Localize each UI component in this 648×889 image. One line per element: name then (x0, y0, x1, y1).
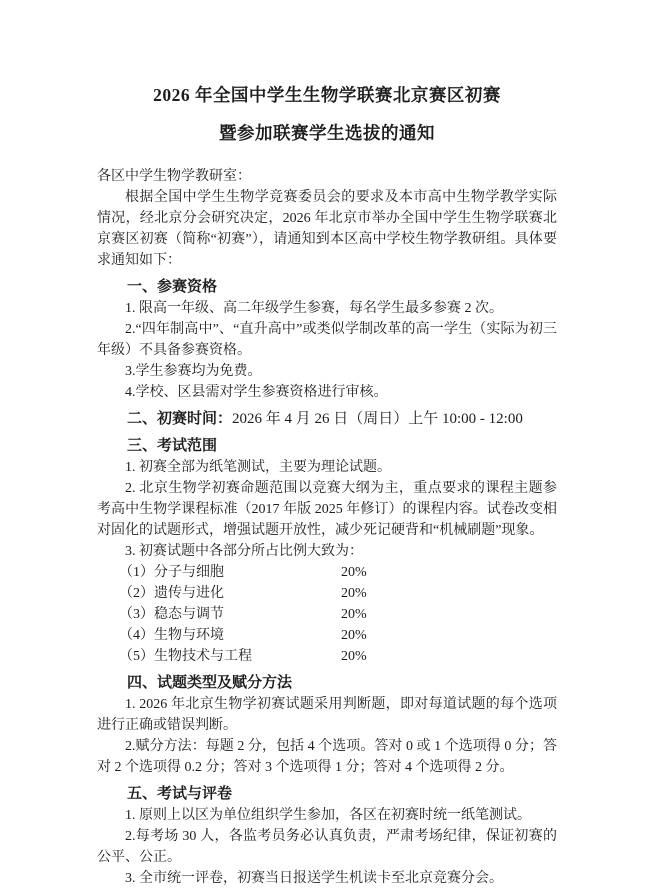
section (97, 436, 557, 667)
section-heading-text: 一、参赛资格 (127, 279, 218, 295)
paragraph: 2.“四年制高中”、“直升高中”或类似学制改革的高一学生（实际为初三年级）不具备参赛资格。 (97, 322, 557, 358)
section-heading (97, 409, 557, 430)
paragraph: 1. 初赛全部为纸笔测试，主要为理论试题。 (125, 460, 391, 475)
paragraph: 3. 初赛试题中各部分所占比例大致为： (125, 544, 363, 559)
section-heading-text: 三、考试范围 (127, 438, 218, 454)
paragraph: 1. 限高一年级、高二年级学生参赛，每名学生最多参赛 2 次。 (125, 301, 503, 316)
ratio-value: 20% (341, 565, 367, 580)
paragraph: 1. 原则上以区为单位组织学生参加，各区在初赛时统一纸笔测试。 (125, 808, 531, 823)
doc-title-line1: 2026 年全国中学生生物学联赛北京赛区初赛 (153, 85, 501, 105)
ratio-row (97, 646, 557, 667)
ratio-value: 20% (341, 628, 367, 643)
ratio-label: （3）稳态与调节 (119, 607, 224, 622)
paragraph: 2.每考场 30 人，各监考员务必认真负责，严肃考场纪律，保证初赛的公平、公正。 (97, 829, 557, 865)
ratio-row (97, 604, 557, 625)
section-heading (97, 673, 557, 694)
ratio-value: 20% (341, 649, 367, 664)
ratio-label: （1）分子与细胞 (119, 565, 224, 580)
ratio-value: 20% (341, 607, 367, 622)
section (97, 277, 557, 403)
ratio-value: 20% (341, 586, 367, 601)
section (97, 673, 557, 778)
paragraph: 4.学校、区县需对学生参赛资格进行审核。 (125, 385, 388, 400)
section-heading (97, 784, 557, 805)
intro-paragraph: 根据全国中学生生物学竞赛委员会的要求及本市高中生物学教学实际情况，经北京分会研究决定，2026 年北京市举办全国中学生生物学联赛北京赛区初赛（简称“初赛”），请通知到本区高中学校生物学教研组。具体要求通知如下： (97, 190, 557, 268)
paragraph: 2. 北京生物学初赛命题范围以竞赛大纲为主，重点要求的课程主题参考高中生物学课程标准（2017 年版 2025 年修订）的课程内容。试卷改变相对固化的试题形式，增强试题开放性，减少死记硬背和“机械刷题”现象。 (97, 481, 557, 538)
paragraph: 1. 2026 年北京生物学初赛试题采用判断题，即对每道试题的每个选项进行正确或错误判断。 (97, 697, 557, 733)
section-heading-text: 四、试题类型及赋分方法 (127, 675, 293, 691)
section-heading (97, 277, 557, 298)
section (97, 409, 557, 430)
paragraph: 2.赋分方法：每题 2 分，包括 4 个选项。答对 0 或 1 个选项得 0 分；答对 2 个选项得 0.2 分；答对 3 个选项得 1 分；答对 4 个选项得 2 分。 (97, 739, 557, 775)
paragraph: 3. 全市统一评卷，初赛当日报送学生机读卡至北京竞赛分会。 (125, 871, 503, 886)
sections (97, 277, 557, 889)
ratio-label: （2）遗传与进化 (119, 586, 224, 601)
doc-title-line2: 暨参加联赛学生选拔的通知 (219, 123, 435, 143)
section (97, 784, 557, 889)
section-heading (97, 436, 557, 457)
ratio-label: （5）生物技术与工程 (119, 649, 252, 664)
section-heading-text: 二、初赛时间： (127, 411, 233, 427)
ratio-row (97, 583, 557, 604)
ratio-label: （4）生物与环境 (119, 628, 224, 643)
ratio-row (97, 625, 557, 646)
section-heading-suffix: 2026 年 4 月 26 日（周日）上午 10:00 - 12:00 (232, 411, 523, 427)
ratio-row (97, 562, 557, 583)
salutation: 各区中学生物学教研室： (97, 169, 251, 184)
paragraph: 3.学生参赛均为免费。 (125, 364, 262, 379)
section-heading-text: 五、考试与评卷 (127, 786, 233, 802)
